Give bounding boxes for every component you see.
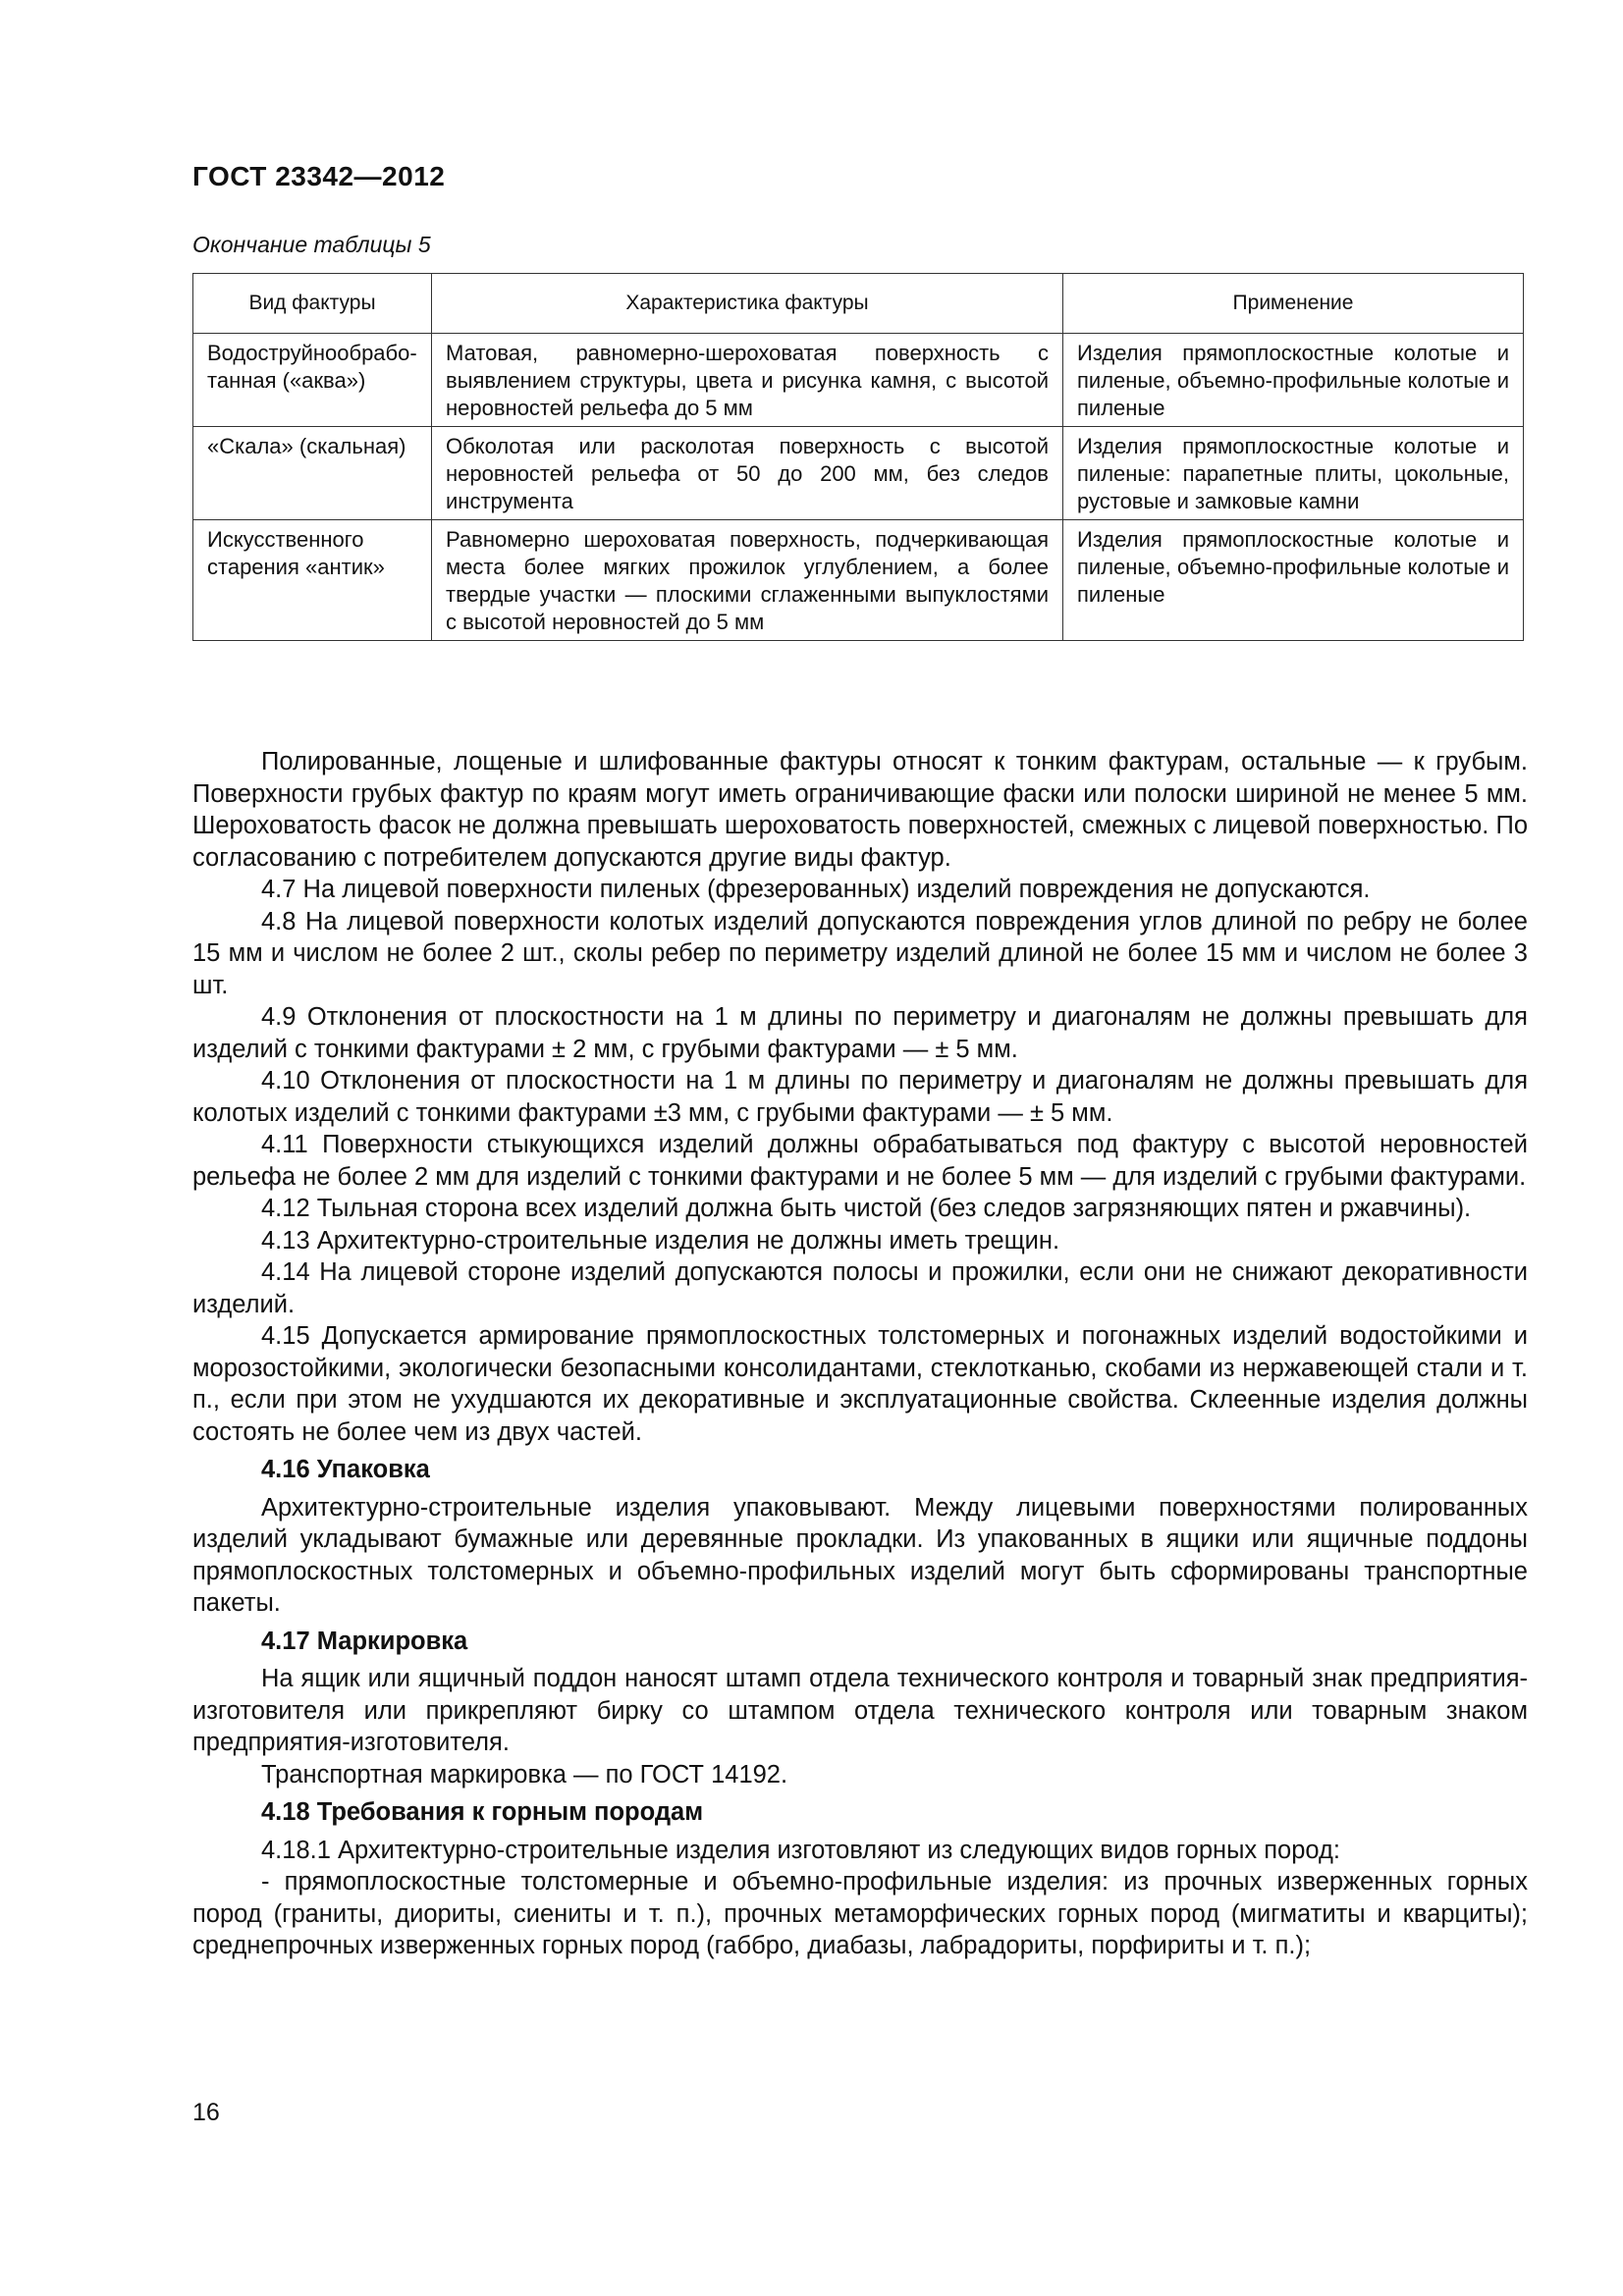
cell-application: Изделия прямоплоскостные колотые и пиленые, объемно-профильные колотые и пиленые [1063,520,1524,641]
cell-characteristic: Равномерно шероховатая поверхность, подчеркивающая места более мягких прожилок углублением, а более твердые участки — плоскими сглаженными выпуклостями с высотой неровностей до 5 мм [432,520,1063,641]
paragraph-4-16: Архитектурно-строительные изделия упаковывают. Между лицевыми поверхностями полированных изделий укладывают бумажные или деревянные прокладки. Из упакованных в ящики или ящичные поддоны прямоплоскостных толстомерных и объемно-профильных изделий могут быть сформированы транспортные пакеты. [192,1493,1528,1617]
paragraph-4-11: 4.11 Поверхности стыкующихся изделий должны обрабатываться под фактуру с высотой неровностей рельефа не более 2 мм для изделий с тонкими фактурами и не более 5 мм — для изделий с грубыми фактурами. [192,1131,1528,1191]
cell-type: Искусственного старения «антик» [193,520,432,641]
table-row [193,520,1524,641]
paragraph-4-14: 4.14 На лицевой стороне изделий допускаются полосы и прожилки, если они не снижают декоративности изделий. [192,1258,1528,1318]
paragraph-4-17-a: На ящик или ящичный поддон наносят штамп отдела технического контроля и товарный знак предприятия-изготовителя или прикрепляют бирку со штампом отдела технического контроля или товарным знаком предприятия-изготовителя. [192,1665,1528,1756]
section-heading-4-17: 4.17 Маркировка [261,1627,468,1655]
paragraph-4-10: 4.10 Отклонения от плоскостности на 1 м длины по периметру и диагоналям не должны превышать для колотых изделий с тонкими фактурами ±3 мм, с грубыми фактурами — ± 5 мм. [192,1067,1528,1127]
paragraph-4-18-list-item: - прямоплоскостные толстомерные и объемно-профильные изделия: из прочных изверженных горных пород (граниты, диориты, сиениты и т. п.), прочных метаморфических горных пород (мигматиты и кварциты); среднепрочных изверженных горных пород (габбро, диабазы, лабрадориты, порфириты и т. п.); [192,1868,1528,1959]
table-row [193,334,1524,427]
paragraph-4-15: 4.15 Допускается армирование прямоплоскостных толстомерных и погонажных изделий водостойкими и морозостойкими, экологически безопасными консолидантами, стеклотканью, скобами из нержавеющей стали и т. п., если при этом не ухудшаются их декоративные и эксплуатационные свойства. Склеенные изделия должны состоять не более чем из двух частей. [192,1322,1528,1446]
section-heading-4-18: 4.18 Требования к горным породам [261,1798,704,1826]
paragraph-4-8: 4.8 На лицевой поверхности колотых изделий допускаются повреждения углов длиной по ребру не более 15 мм и числом не более 2 шт., сколы ребер по периметру изделий длиной не более 15 мм и числом не более 3 шт. [192,907,1528,999]
paragraph-4-17-b: Транспортная маркировка — по ГОСТ 14192. [261,1760,788,1789]
column-header-type: Вид фактуры [193,274,432,334]
cell-type: Водоструйнообрабо- танная («аква») [193,334,432,427]
paragraph-4-9: 4.9 Отклонения от плоскостности на 1 м длины по периметру и диагоналям не должны превышать для изделий с тонкими фактурами ± 2 мм, с грубыми фактурами — ± 5 мм. [192,1003,1528,1063]
document-code-header: ГОСТ 23342—2012 [192,161,446,191]
paragraph-4-18-1: 4.18.1 Архитектурно-строительные изделия изготовляют из следующих видов горных пород: [261,1836,1341,1864]
facture-table [192,273,1524,641]
section-heading-4-16: 4.16 Упаковка [261,1456,430,1483]
cell-characteristic: Матовая, равномерно-шероховатая поверхность с выявлением структуры, цвета и рисунка камня, с высотой неровностей рельефа до 5 мм [432,334,1063,427]
cell-characteristic: Обколотая или расколотая поверхность с высотой неровностей рельефа от 50 до 200 мм, без следов инструмента [432,427,1063,520]
cell-application: Изделия прямоплоскостные колотые и пиленые: парапетные плиты, цокольные, рустовые и замковые камни [1063,427,1524,520]
body-text [192,746,1528,1962]
paragraph: Полированные, лощеные и шлифованные фактуры относят к тонким фактурам, остальные — к грубым. Поверхности грубых фактур по краям могут иметь ограничивающие фаски или полоски шириной не менее 5 мм. Шероховатость фасок не должна превышать шероховатость поверхностей, смежных с лицевой поверхностью. По согласованию с потребителем допускаются другие виды фактур. [192,748,1528,872]
cell-type: «Скала» (скальная) [193,427,432,520]
column-header-characteristic: Характеристика фактуры [432,274,1063,334]
page-number: 16 [192,2099,220,2126]
table-row [193,427,1524,520]
paragraph-4-7: 4.7 На лицевой поверхности пиленых (фрезерованных) изделий повреждения не допускаются. [261,876,1371,903]
table-header-row [193,274,1524,334]
table-caption: Окончание таблицы 5 [192,232,431,257]
paragraph-4-12: 4.12 Тыльная сторона всех изделий должна быть чистой (без следов загрязняющих пятен и ржавчины). [261,1195,1472,1222]
column-header-application: Применение [1063,274,1524,334]
paragraph-4-13: 4.13 Архитектурно-строительные изделия не должны иметь трещин. [261,1226,1060,1255]
cell-application: Изделия прямоплоскостные колотые и пиленые, объемно-профильные колотые и пиленые [1063,334,1524,427]
